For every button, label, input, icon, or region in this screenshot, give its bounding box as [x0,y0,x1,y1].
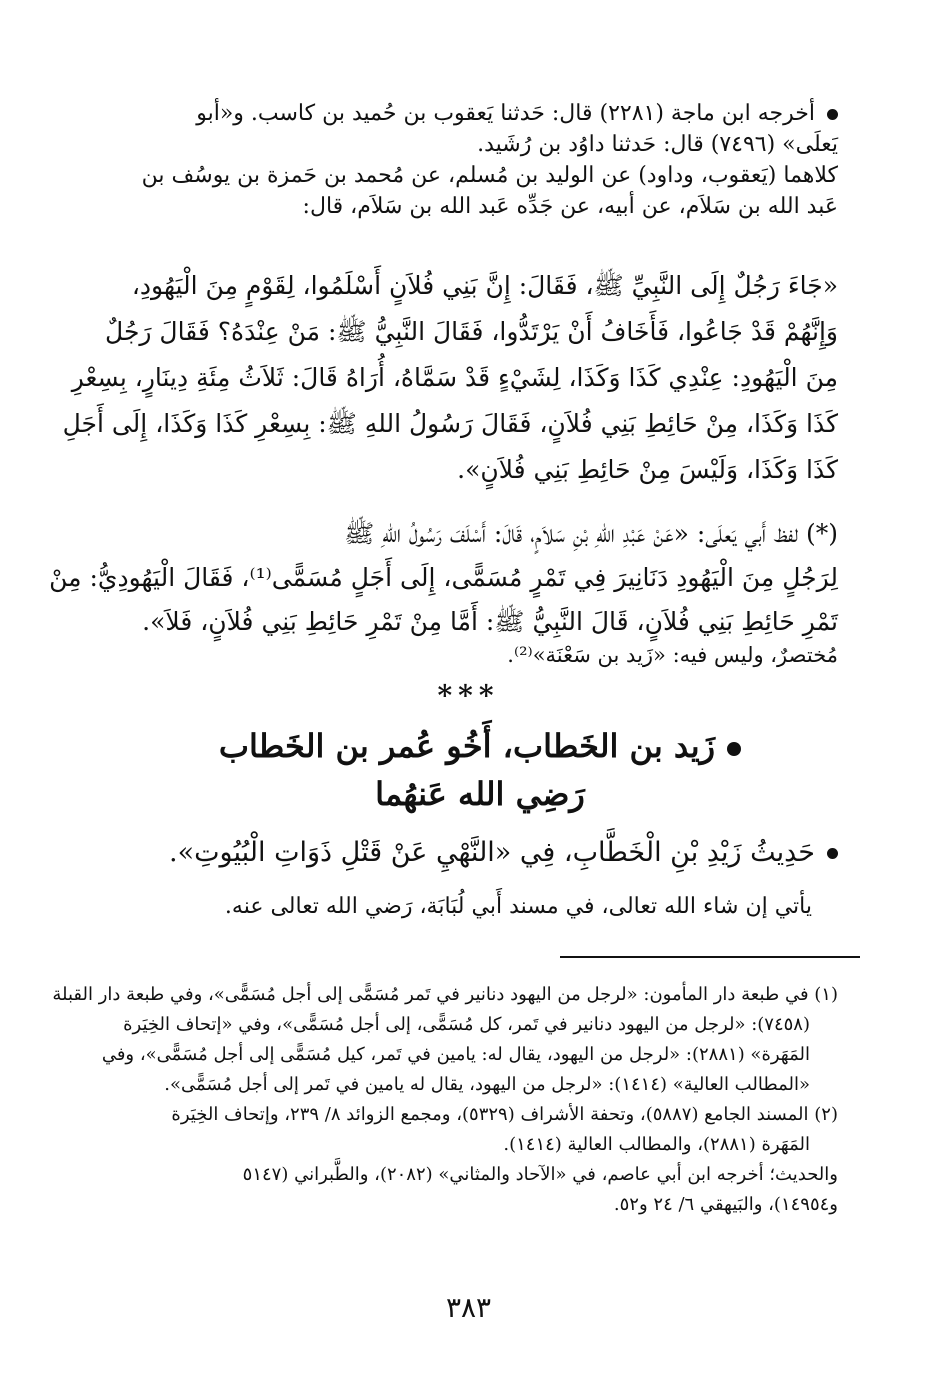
footnote-divider [560,956,860,958]
bullet-icon [827,848,838,859]
footnotes [52,980,838,1220]
text-line: يَعلَى» (٧٤٩٦) قال: حَدثنا داوُد بن رُشَيد. [477,132,838,157]
hadith-line: وَإِنَّهُمْ قَدْ جَاعُوا، فَأَخَافُ أَنْ يَرْتَدُّوا، فَقَالَ النَّبِيُّ ﷺ: مَنْ عِنْدَهُ؟ فَقَالَ رَجُلٌ [105,317,838,346]
bullet-icon [827,109,838,120]
cross-reference-note: يأتي إن شاء الله تعالى، في مسند أَبي لُبَابَة، رَضي الله تعالى عنه. [224,894,812,919]
hadith-line: كَذَا وَكَذَا، مِنْ حَائِطِ بَنِي فُلاَنٍ، فَقَالَ رَسُولُ اللهِ ﷺ: بِسِعْرِ كَذَا وَكَذَا، إِلَى أَجَلِ [62,409,838,438]
lafz-line: (*) لفظ أَبي يَعلَى: «عَنْ عَبْدِ اللهِ بْنِ سَلاَمٍ، قَالَ: أَسْلَفَ رَسُولُ اللهِ ﷺ [344,519,838,548]
bullet-icon [727,742,741,756]
section-title: زَيد بن الخَطاب، أَخُو عُمر بن الخَطاب [122,720,838,772]
page-number: ٣٨٣ [445,1291,492,1324]
footnote-line: المَهَرة» (٢٨٨١): «لرجل من اليهود، يقال له: يامين في تَمر، كيل مُسَمًّى إلى أجل مُسَمًّى»، وفي [101,1044,810,1065]
footnote-line: (١) في طبعة دار المأمون: «لرجل من اليهود دنانير في تَمر مُسَمًّى إلى أجل مُسَمًّى»، وفي طبعة دار القبلة [52,984,838,1005]
footnote-line: والحديث؛ أخرجه ابن أبي عاصم، في «الآحاد والمثاني» (٢٠٨٢)، والطَّبراني (٥١٤٧ [242,1164,838,1185]
hadith-line: مِنَ الْيَهُودِ: عِنْدِي كَذَا وَكَذَا، لِشَيْءٍ قَدْ سَمَّاهُ، أُرَاهُ قَالَ: ثَلاَثُ مِئَةِ دِينَارٍ، بِسِعْرِ [71,363,838,392]
mukhtasar-line: مُختصرٌ، وليس فيه: «زَيد بن سَعْنَة»⁽²⁾. [507,643,838,667]
text-line: عَبد الله بن سَلاَم، عن أبيه، عن جَدِّه عَبد الله بن سَلاَم، قال: [302,194,838,219]
footnote-line: «المطالب العالية» (١٤١٤): «لرجل من اليهود، يقال له يامين في تَمر إلى أجل مُسَمًّى». [164,1074,810,1095]
lafz-line: تَمْرِ حَائِطِ بَنِي فُلاَنٍ، قَالَ النَّبِيُّ ﷺ: أَمَّا مِنْ تَمْرِ حَائِطِ بَنِي فُلاَنٍ، فَلاَ». [142,607,838,636]
footnote-line: (٢) المسند الجامع (٥٨٨٧)، وتحفة الأشراف (٥٣٢٩)، ومجمع الزوائد ٨/ ٢٣٩، وإتحاف الخِيَرة [171,1104,838,1125]
section-separator: *** [437,679,500,712]
hadith-line: «جَاءَ رَجُلٌ إِلَى النَّبِيِّ ﷺ، فَقَالَ: إِنَّ بَنِي فُلاَنٍ أَسْلَمُوا، لِقَوْمٍ مِنَ الْيَهُودِ، [131,271,838,300]
footnote-line: المَهَرة (٢٨٨١)، والمطالب العالية (١٤١٤). [503,1134,810,1155]
footnote-line: و١٤٩٥٤)، والبَيهقي ٦/ ٢٤ و٥٢. [613,1194,838,1215]
text-line: أخرجه ابن ماجة (٢٢٨١) قال: حَدثنا يَعقوب بن حُميد بن كاسب. و«أبو [122,98,838,129]
hadith-title: حَدِيثُ زَيْدِ بْنِ الْخَطَّابِ، فِي «النَّهْيِ عَنْ قَتْلِ ذَوَاتِ الْبُيُوتِ». [122,830,838,876]
isnad-paragraph [122,98,838,222]
lafz-abi-yala [49,512,838,644]
lafz-line: لِرَجُلٍ مِنَ الْيَهُودِ دَنَانِيرَ فِي تَمْرٍ مُسَمًّى، إِلَى أَجَلٍ مُسَمًّى⁽¹⁾، فَقَالَ الْيَهُودِيُّ: مِنْ [49,563,838,592]
hadith-line: كَذَا وَكَذَا، وَلَيْسَ مِنْ حَائِطِ بَنِي فُلاَنٍ». [457,455,838,484]
footnote-line: (٧٤٥٨): «لرجل من اليهود دنانير في تَمر، كل مُسَمًّى، إلى أجل مُسَمًّى»، وفي «إتحاف الخِيَرة [123,1014,810,1035]
mukhtasar-note [122,642,838,668]
hadith-text [62,263,838,493]
section-subtitle: رَضِي الله عَنهُما [375,775,585,813]
text-line: كلاهما (يَعقوب، وداود) عن الوليد بن مُسلم، عن مُحمد بن حَمزة بن يوسُف بن [141,163,838,188]
